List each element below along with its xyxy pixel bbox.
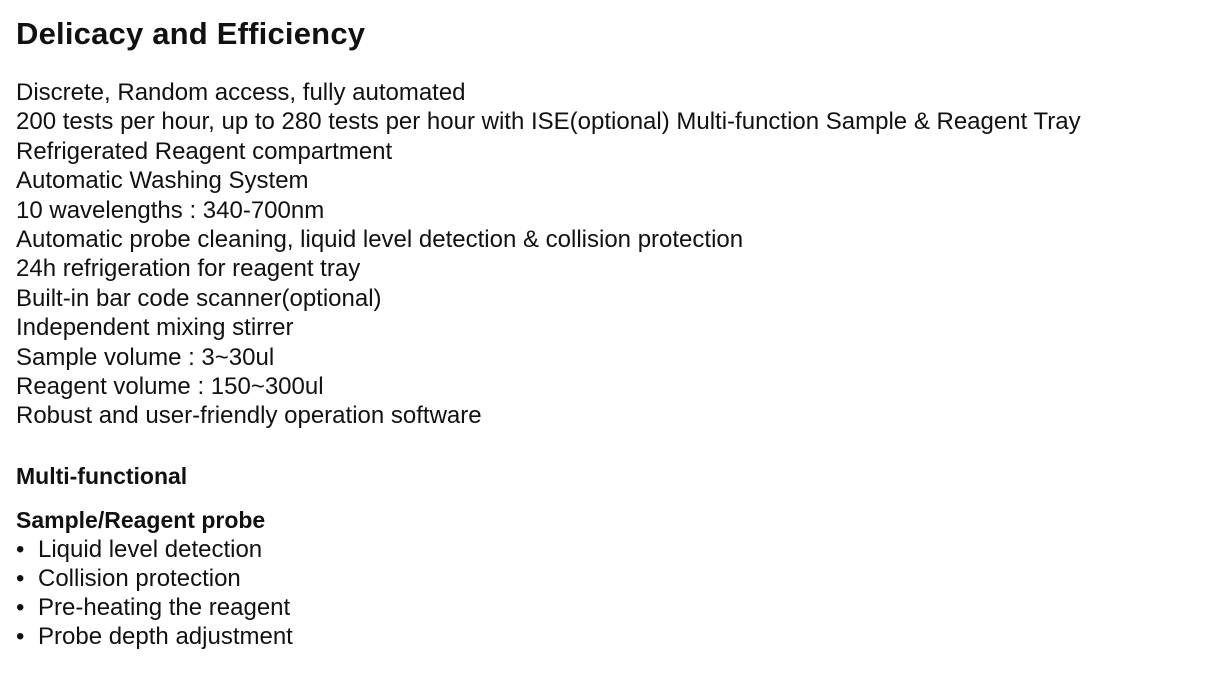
feature-item: Refrigerated Reagent compartment <box>16 137 393 165</box>
bullet-icon: • <box>16 564 25 592</box>
feature-item: Robust and user-friendly operation software <box>16 402 482 430</box>
bullet-icon: • <box>16 593 25 621</box>
feature-list <box>16 78 1227 431</box>
feature-item: Independent mixing stirrer <box>16 314 294 342</box>
page-title: Delicacy and Efficiency <box>16 16 366 51</box>
bullet-text: Liquid level detection <box>38 535 263 563</box>
feature-item: 200 tests per hour, up to 280 tests per hour with ISE(optional) Multi-function Sample & Reagent Tray <box>16 108 1081 136</box>
feature-item: Built-in bar code scanner(optional) <box>16 284 382 312</box>
feature-item: Discrete, Random access, fully automated <box>16 79 466 106</box>
probe-feature-list <box>16 535 1227 651</box>
bullet-item <box>16 593 1227 622</box>
multi-functional-heading: Multi-functional <box>16 462 188 489</box>
bullet-text: Probe depth adjustment <box>38 622 293 650</box>
bullet-icon: • <box>16 535 25 563</box>
bullet-item <box>16 564 1227 593</box>
feature-item: 10 wavelengths : 340-700nm <box>16 196 325 224</box>
bullet-item <box>16 535 1227 564</box>
bullet-text: Pre-heating the reagent <box>38 593 291 621</box>
bullet-text: Collision protection <box>38 564 241 592</box>
bullet-icon: • <box>16 622 25 650</box>
feature-item: Automatic Washing System <box>16 167 309 195</box>
feature-item: 24h refrigeration for reagent tray <box>16 255 361 283</box>
feature-item: Sample volume : 3~30ul <box>16 343 275 371</box>
bullet-item <box>16 622 1227 651</box>
feature-item: Automatic probe cleaning, liquid level detection & collision protection <box>16 226 744 254</box>
probe-subheading: Sample/Reagent probe <box>16 506 266 533</box>
feature-item: Reagent volume : 150~300ul <box>16 373 324 401</box>
